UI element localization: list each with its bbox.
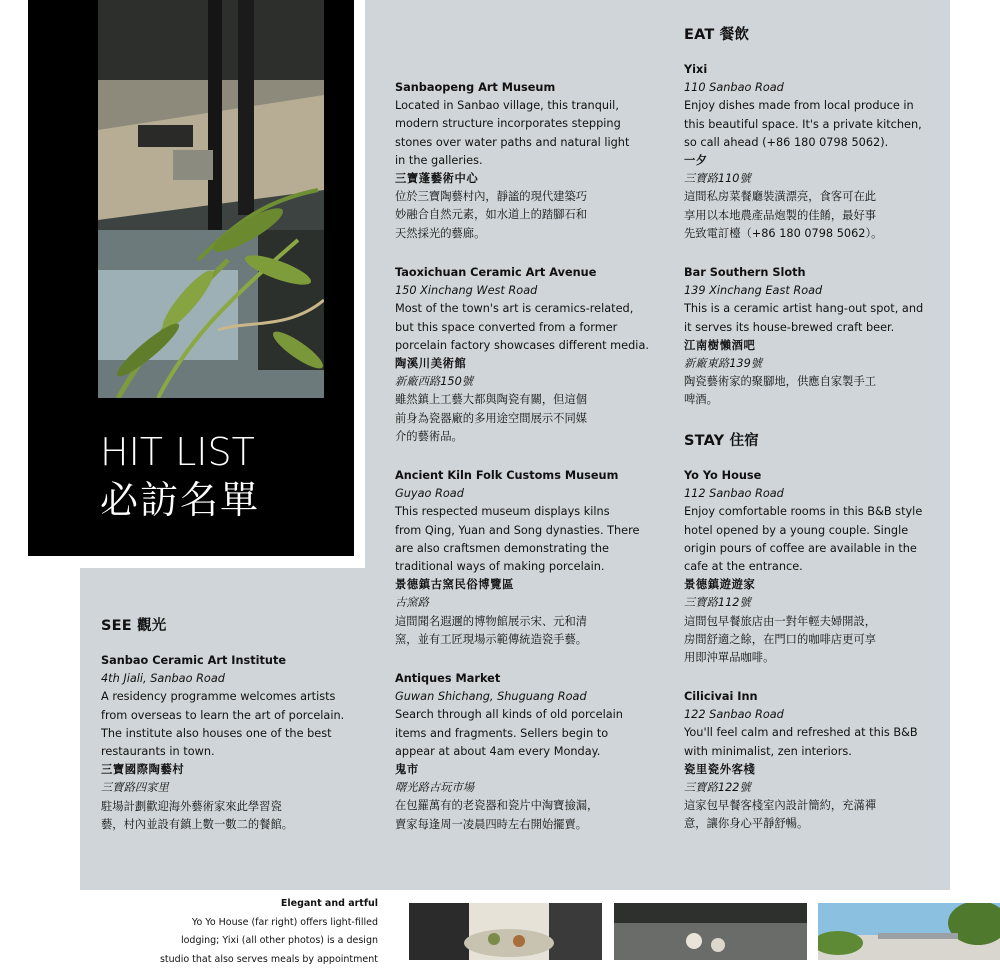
entry-desc-zh-line: 房間舒適之餘，在門口的咖啡店更可享 [684, 631, 922, 649]
entry-desc-line: This is a ceramic artist hang-out spot, and [684, 300, 923, 318]
entry-name-zh: 江南樹懶酒吧 [684, 337, 923, 355]
entry-desc-line: from Qing, Yuan and Song dynasties. There [395, 522, 639, 540]
entry-desc-line: items and fragments. Sellers begin to [395, 725, 623, 743]
see-heading: SEE 觀光 [101, 614, 167, 635]
entry-name: Yo Yo House [684, 467, 922, 485]
stay-heading: STAY 住宿 [684, 429, 759, 450]
entry-address-zh: 三寶路四家里 [101, 779, 344, 797]
hit-list-title-en: HIT LIST [100, 432, 255, 472]
entry-desc-zh-line: 位於三寶陶藝村內，靜謐的現代建築巧 [395, 188, 629, 206]
thumbnail-dining-illustration [409, 903, 602, 960]
entry-address: 150 Xinchang West Road [395, 282, 649, 300]
hit-list-title-zh: 必訪名單 [100, 478, 260, 522]
entry-desc-zh-line: 駐場計劃歡迎海外藝術家來此學習瓷 [101, 798, 344, 816]
entry-desc-line: You'll feel calm and refreshed at this B&B [684, 724, 918, 742]
entry-address: 122 Sanbao Road [684, 706, 918, 724]
entry-desc-line: Enjoy dishes made from local produce in [684, 97, 922, 115]
entry-desc-zh-line: 前身為瓷器廠的多用途空間展示不同媒 [395, 410, 649, 428]
entry-desc-line: origin pours of coffee are available in the [684, 540, 922, 558]
entry-desc-line: with minimalist, zen interiors. [684, 743, 918, 761]
entry-name-zh: 三寶蓬藝術中心 [395, 170, 629, 188]
caption-line: lodging; Yixi (all other photos) is a design [150, 932, 378, 951]
entry-address: 110 Sanbao Road [684, 79, 922, 97]
entry-desc-line: it serves its house-brewed craft beer. [684, 319, 923, 337]
entry-name-zh: 景德鎮遊遊家 [684, 576, 922, 594]
photo-caption [150, 895, 378, 969]
entry-desc-zh-line: 這間私房菜餐廳裝潢漂亮，食客可在此 [684, 188, 922, 206]
entry-name-zh: 三寶國際陶藝村 [101, 761, 344, 779]
entry-name: Cilicivai Inn [684, 688, 918, 706]
entry-desc-zh-line: 用即沖單品咖啡。 [684, 649, 922, 667]
entry-desc-line: stones over water paths and natural light [395, 134, 629, 152]
entry-desc-zh-line: 意，讓你身心平靜舒暢。 [684, 815, 918, 833]
see-entry-taoxichuan [395, 264, 649, 446]
entry-desc-zh-line: 這間包早餐旅店由一對年輕夫婦開設， [684, 613, 922, 631]
entry-name: Taoxichuan Ceramic Art Avenue [395, 264, 649, 282]
entry-name: Ancient Kiln Folk Customs Museum [395, 467, 639, 485]
see-entry-sanbaopeng [395, 79, 629, 243]
entry-desc-line: porcelain factory showcases different media. [395, 337, 649, 355]
entry-desc-line: from overseas to learn the art of porcelain. [101, 707, 344, 725]
entry-desc-zh-line: 陶瓷藝術家的聚腳地，供應自家製手工 [684, 373, 923, 391]
thumbnail-photo-yoyo-house [818, 903, 1000, 960]
entry-desc-line: cafe at the entrance. [684, 558, 922, 576]
eat-entry-bar-southern-sloth [684, 264, 923, 410]
entry-address-zh: 三寶路112號 [684, 594, 922, 612]
entry-desc-zh-line: 天然採光的藝廊。 [395, 225, 629, 243]
entry-address-zh: 三寶路110號 [684, 170, 922, 188]
entry-address-zh: 古窯路 [395, 594, 639, 612]
entry-address: 139 Xinchang East Road [684, 282, 923, 300]
eat-heading: EAT 餐飲 [684, 23, 749, 44]
entry-desc-line: The institute also houses one of the best [101, 725, 344, 743]
entry-address-zh: 新廠西路150號 [395, 373, 649, 391]
entry-desc-zh-line: 雖然鎮上工藝大都與陶瓷有關，但這個 [395, 391, 649, 409]
entry-desc-zh-line: 窯，並有工匠現場示範傳統造瓷手藝。 [395, 631, 639, 649]
entry-desc-zh-line: 藝，村內並設有鎮上數一數二的餐館。 [101, 816, 344, 834]
stay-entry-yoyo-house [684, 467, 922, 667]
entry-name: Yixi [684, 61, 922, 79]
entry-name-zh: 景德鎮古窯民俗博覽區 [395, 576, 639, 594]
entry-desc-line: Most of the town's art is ceramics-related, [395, 300, 649, 318]
entry-desc-zh-line: 享用以本地農產品炮製的佳餚，最好事 [684, 207, 922, 225]
entry-desc-zh-line: 在包羅萬有的老瓷器和瓷片中淘寶撿漏， [395, 797, 623, 815]
entry-address-zh: 曙光路古玩市場 [395, 779, 623, 797]
thumbnail-house-illustration [818, 903, 1000, 960]
entry-name-zh: 一夕 [684, 152, 922, 170]
entry-address: 112 Sanbao Road [684, 485, 922, 503]
entry-desc-zh-line: 妙融合自然元素，如水道上的踏腳石和 [395, 206, 629, 224]
entry-name-zh: 瓷里瓷外客棧 [684, 761, 918, 779]
entry-desc-line: in the galleries. [395, 152, 629, 170]
entry-desc-line: this beautiful space. It's a private kitchen, [684, 116, 922, 134]
entry-desc-line: are also craftsmen demonstrating the [395, 540, 639, 558]
entry-desc-line: appear at about 4am every Monday. [395, 743, 623, 761]
entry-address-zh: 三寶路122號 [684, 779, 918, 797]
entry-name: Antiques Market [395, 670, 623, 688]
hero-photo-illustration [98, 0, 324, 398]
entry-name: Bar Southern Sloth [684, 264, 923, 282]
entry-desc-zh-line: 啤酒。 [684, 391, 923, 409]
thumbnail-photo-ceramics [614, 903, 807, 960]
entry-desc-zh-line: 賣家每逢周一凌晨四時左右開始擺賣。 [395, 816, 623, 834]
entry-name: Sanbao Ceramic Art Institute [101, 652, 344, 670]
entry-desc-line: restaurants in town. [101, 743, 344, 761]
entry-desc-zh-line: 介的藝術品。 [395, 428, 649, 446]
entry-desc-zh-line: 這間聞名遐邇的博物館展示宋、元和清 [395, 613, 639, 631]
entry-desc-line: Enjoy comfortable rooms in this B&B style [684, 503, 922, 521]
entry-name: Sanbaopeng Art Museum [395, 79, 629, 97]
entry-name-zh: 陶溪川美術館 [395, 355, 649, 373]
see-entry-sanbao-institute [101, 652, 344, 834]
stay-entry-cilicivai-inn [684, 688, 918, 834]
entry-address-zh: 新廠東路139號 [684, 355, 923, 373]
see-entry-antiques-market [395, 670, 623, 834]
thumbnail-ceramics-illustration [614, 903, 807, 960]
entry-desc-line: so call ahead (+86 180 0798 5062). [684, 134, 922, 152]
entry-address: Guyao Road [395, 485, 639, 503]
entry-desc-line: A residency programme welcomes artists [101, 688, 344, 706]
entry-desc-zh-line: 這家包早餐客棧室內設計簡約，充滿禪 [684, 797, 918, 815]
entry-desc-line: traditional ways of making porcelain. [395, 558, 639, 576]
caption-title: Elegant and artful [150, 895, 378, 914]
entry-desc-line: Search through all kinds of old porcelain [395, 706, 623, 724]
eat-entry-yixi [684, 61, 922, 243]
entry-desc-line: modern structure incorporates stepping [395, 115, 629, 133]
entry-desc-line: Located in Sanbao village, this tranquil, [395, 97, 629, 115]
caption-line: studio that also serves meals by appointment [150, 951, 378, 969]
entry-desc-line: This respected museum displays kilns [395, 503, 639, 521]
thumbnail-photo-dining [409, 903, 602, 960]
hero-photo [98, 0, 324, 398]
see-entry-ancient-kiln [395, 467, 639, 649]
entry-desc-line: but this space converted from a former [395, 319, 649, 337]
entry-address: 4th Jiali, Sanbao Road [101, 670, 344, 688]
entry-name-zh: 鬼市 [395, 761, 623, 779]
entry-desc-line: hotel opened by a young couple. Single [684, 522, 922, 540]
entry-desc-zh-line: 先致電訂檯（+86 180 0798 5062）。 [684, 225, 922, 243]
caption-line: Yo Yo House (far right) offers light-filled [150, 914, 378, 933]
entry-address: Guwan Shichang, Shuguang Road [395, 688, 623, 706]
